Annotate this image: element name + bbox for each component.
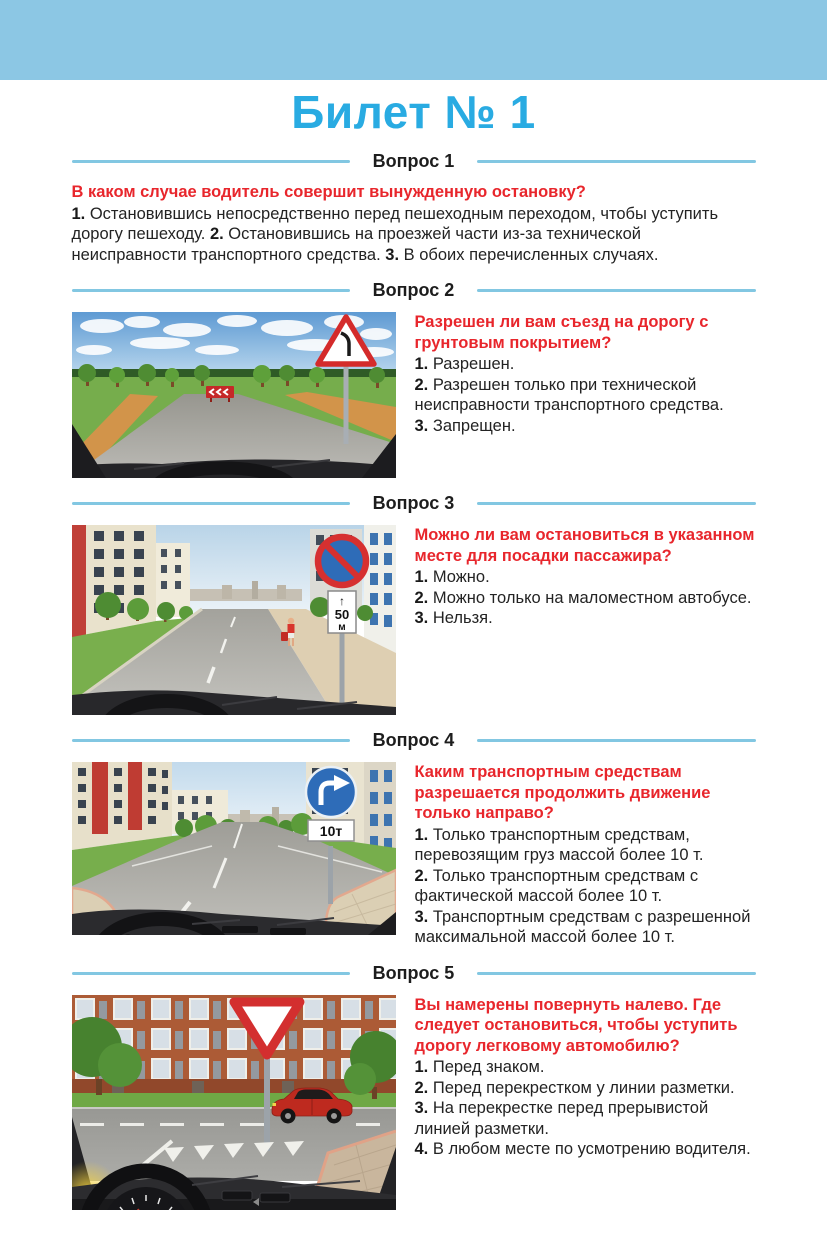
answer-item: 4. В любом месте по усмотрению водителя. [414, 1140, 751, 1159]
answer-item: 3. На перекрестке перед прерывистой линией разметки. [414, 1099, 709, 1138]
header-line-left [72, 739, 350, 742]
question-5-section [72, 963, 756, 1210]
question-5-text: Вы намерены повернуть налево. Где следует остановиться, чтобы уступить дорогу легковому автомобилю? [414, 995, 738, 1055]
answer-item: 1. Остановившись непосредственно перед пешеходным переходом, чтобы уступить дорогу пешеходу. [71, 204, 719, 244]
top-blue-band [0, 0, 827, 80]
answer-item: 2. Остановившись на проезжей части из-за технической неисправности транспортного средства. [71, 225, 641, 264]
question-1-label: Вопрос 1 [372, 151, 455, 172]
question-4-section [72, 730, 756, 948]
answer-item: 3. Транспортным средствам с разрешенной максимальной массой более 10 т. [414, 907, 751, 947]
question-3-scene-image [72, 525, 396, 715]
header-line-right [477, 972, 755, 975]
ticket-content [72, 151, 756, 1210]
answer-item: 2. Только транспортным средствам с фактической массой более 10 т. [414, 866, 699, 906]
header-line-right [477, 289, 755, 292]
answer-item: 2. Разрешен только при технической неисправности транспортного средства. [414, 375, 724, 415]
svg-text:10т: 10т [319, 823, 342, 840]
answer-item: 1. Только транспортным средствам, перевозящим груз массой более 10 т. [414, 825, 704, 865]
question-5-scene-image [72, 995, 396, 1210]
header-line-left [72, 502, 350, 505]
header-line-right [477, 160, 755, 163]
question-1-text: В каком случае водитель совершит вынужденную остановку? [71, 183, 586, 202]
svg-text:↑: ↑ [338, 594, 345, 609]
question-4-answers [415, 825, 756, 948]
question-4-label: Вопрос 4 [372, 730, 455, 751]
question-4-header [72, 730, 756, 751]
question-3-section [72, 493, 756, 715]
answer-item: 1. Можно. [414, 568, 490, 587]
question-3-text: Можно ли вам остановиться в указанном месте для посадки пассажира? [414, 526, 755, 565]
answer-item: 1. Разрешен. [414, 355, 515, 374]
answer-item: 2. Перед перекрестком у линии разметки. [414, 1078, 735, 1097]
header-line-left [72, 160, 350, 163]
question-5-label: Вопрос 5 [372, 962, 455, 983]
city-street-scene [72, 525, 396, 715]
question-2-section [72, 280, 756, 478]
question-3-label: Вопрос 3 [372, 493, 455, 514]
answer-item: 3. Запрещен. [414, 416, 516, 435]
question-4-text: Каким транспортным средствам разрешается продолжить движение только направо? [414, 763, 711, 823]
answer-item: 1. Перед знаком. [414, 1058, 545, 1077]
header-line-left [72, 972, 350, 975]
answer-item: 2. Можно только на маломестном автобусе. [414, 588, 752, 607]
question-4-scene-image [72, 762, 396, 935]
intersection-scene [72, 762, 396, 935]
svg-text:м: м [337, 622, 346, 634]
question-1-answers [72, 204, 756, 266]
country-road-scene [72, 312, 396, 478]
question-5-header [72, 963, 756, 984]
give-way-intersection-scene [72, 995, 396, 1210]
question-2-label: Вопрос 2 [372, 280, 455, 301]
question-1-body [72, 182, 756, 265]
question-3-answers [415, 567, 756, 629]
header-line-left [72, 289, 350, 292]
svg-text:50: 50 [334, 607, 349, 623]
weight-plate [308, 820, 354, 841]
question-1-header [72, 151, 756, 172]
question-2-header [72, 280, 756, 301]
question-5-answers [415, 1057, 756, 1160]
header-line-right [477, 502, 755, 505]
answer-item: 3. В обоих перечисленных случаях. [385, 245, 659, 264]
question-2-answers [415, 354, 756, 436]
header-line-right [477, 739, 755, 742]
page-title: Билет № 1 [291, 86, 536, 138]
answer-item: 3. Нельзя. [414, 609, 493, 628]
question-1-section [72, 151, 756, 265]
question-2-text: Разрешен ли вам съезд на дорогу с грунтовым покрытием? [414, 313, 709, 352]
zone-plate [328, 591, 356, 633]
question-3-header [72, 493, 756, 514]
question-2-scene-image [72, 312, 396, 478]
